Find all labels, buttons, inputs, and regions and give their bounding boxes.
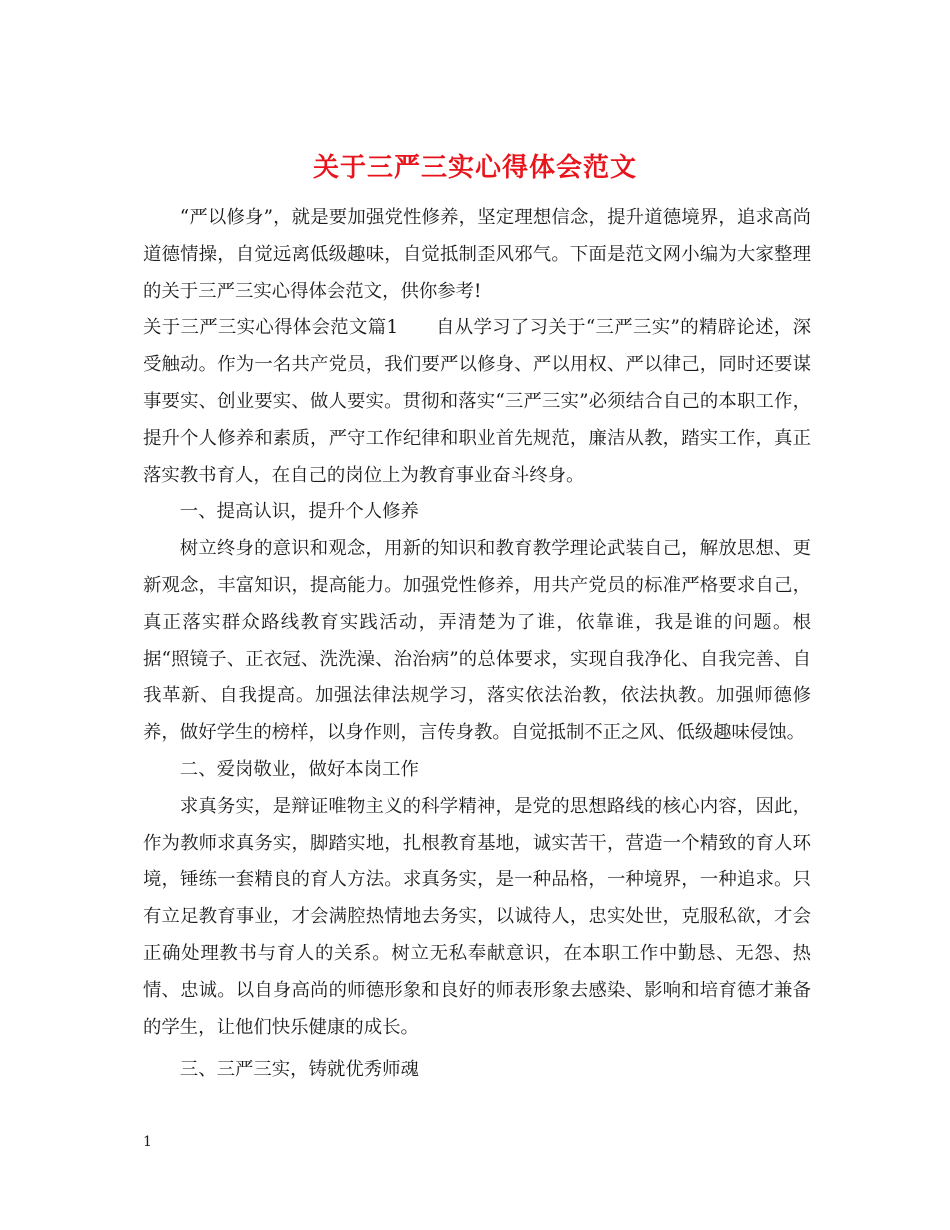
body-paragraph: 求真务实，是辩证唯物主义的科学精神，是党的思想路线的核心内容，因此，作为教师求真务实，脚踏实地，扎根教育基地，诚实苦干，营造一个精致的育人环境，锤练一套精良的育人方法。求真务实，是一种品格，一种境界，一种追求。只有立足教育事业，才会满腔热情地去务实，以诚待人，忠实处世，克服私欲，才会正确处理教书与育人的关系。树立无私奉献意识，在本职工作中勤恳、无怨、热情、忠诚。以自身高尚的师德形象和良好的师表形象去感染、影响和培育德才兼备的学生，让他们快乐健康的成长。 — [143, 795, 811, 1038]
section-heading: 一、提高认识，提升个人修养 — [179, 501, 419, 523]
document-body — [143, 200, 811, 1089]
section-heading: 三、三严三实，铸就优秀师魂 — [179, 1059, 419, 1081]
body-paragraph: 树立终身的意识和观念，用新的知识和教育教学理论武装自己，解放思想、更新观念，丰富知识，提高能力。加强党性修养，用共产党员的标准严格要求自己，真正落实群众路线教育实践活动，弄清楚为了谁，依靠谁，我是谁的问题。根据“照镜子、正衣冠、洗洗澡、治治病”的总体要求，实现自我净化、自我完善、自我革新、自我提高。加强法律法规学习，落实依法治教，依法执教。加强师德修养，做好学生的榜样，以身作则，言传身教。自觉抵制不正之风、低级趣味侵蚀。 — [143, 538, 811, 744]
section-heading: 二、爱岗敬业，做好本岗工作 — [179, 758, 419, 780]
page-number: 1 — [143, 1134, 152, 1150]
intro-paragraph: “严以修身”，就是要加强党性修养，坚定理想信念，提升道德境界，追求高尚道德情操，自觉远离低级趣味，自觉抵制歪风邪气。下面是范文网小编为大家整理的关于三严三实心得体会范文，供你参考! — [143, 207, 811, 302]
essay-paragraph: 关于三严三实心得体会范文篇1 自从学习了习关于“三严三实”的精辟论述，深受触动。作为一名共产党员，我们要严以修身、严以用权、严以律己，同时还要谋事要实、创业要实、做人要实。贯彻和落实“三严三实”必须结合自己的本职工作，提升个人修养和素质，严守工作纪律和职业首先规范，廉洁从教，踏实工作，真正落实教书育人，在自己的岗位上为教育事业奋斗终身。 — [143, 317, 811, 486]
document-title: 关于三严三实心得体会范文 — [312, 153, 637, 184]
